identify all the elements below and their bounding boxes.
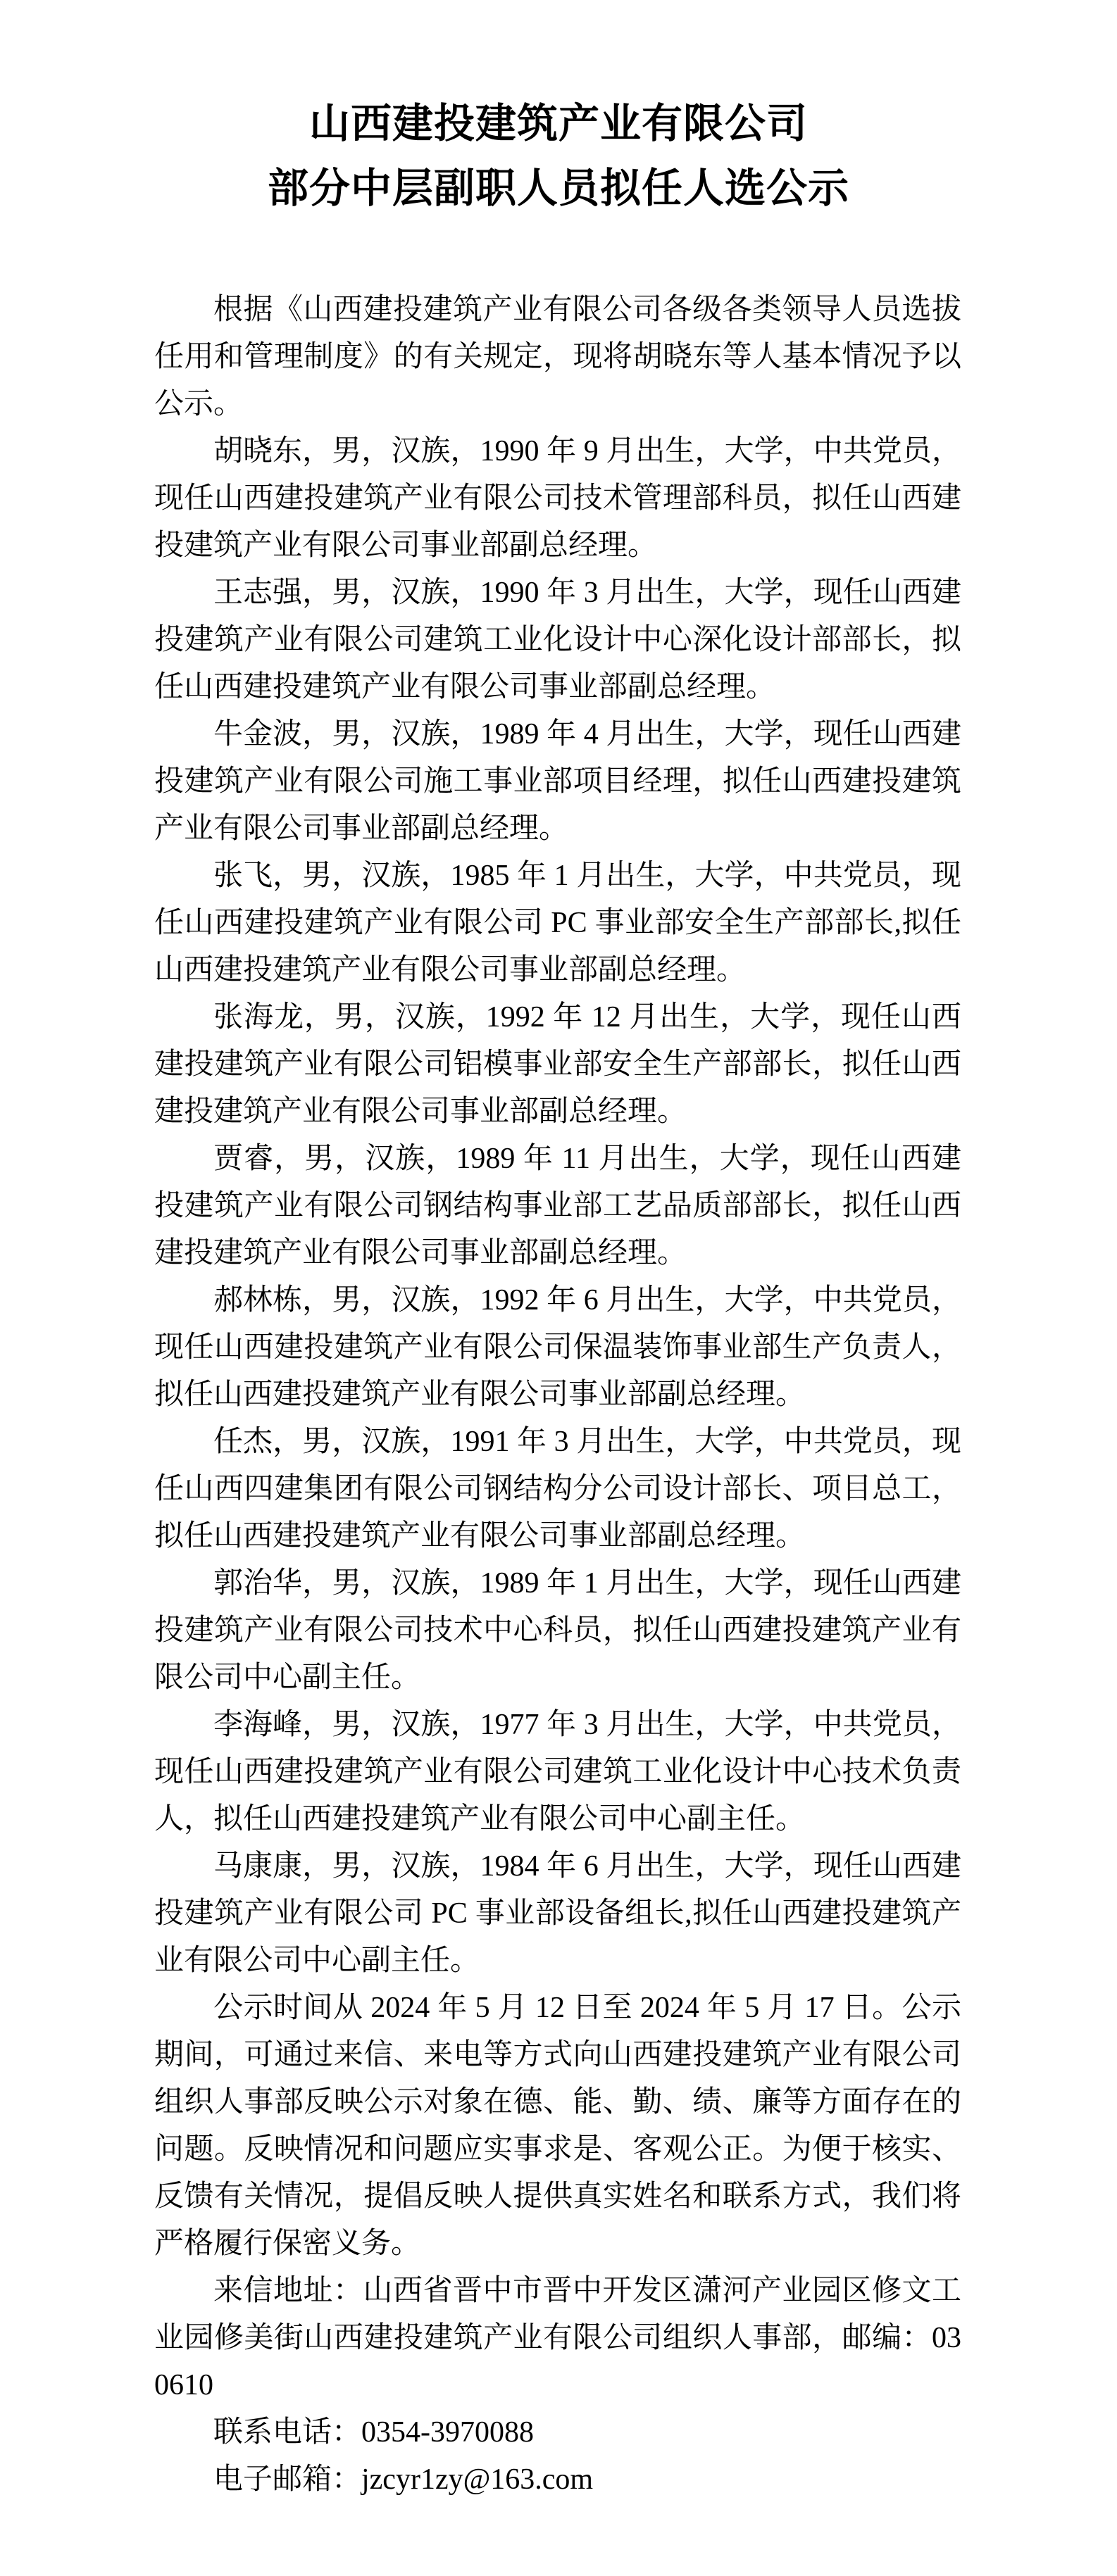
paragraph: 王志强，男，汉族，1990 年 3 月出生，大学，现任山西建投建筑产业有限公司建筑工业化设计中心深化设计部部长，拟任山西建投建筑产业有限公司事业部副总经理。	[154, 577, 961, 703]
paragraph: 电子邮箱：jzcyr1zy@163.com	[213, 2463, 594, 2496]
page-title	[0, 92, 1117, 221]
paragraph: 任杰，男，汉族，1991 年 3 月出生，大学，中共党员，现任山西四建集团有限公司钢结构分公司设计部长、项目总工，拟任山西建投建筑产业有限公司事业部副总经理。	[154, 1426, 961, 1552]
title-line-1: 山西建投建筑产业有限公司	[308, 101, 808, 146]
paragraph: 牛金波，男，汉族，1989 年 4 月出生，大学，现任山西建投建筑产业有限公司施工事业部项目经理，拟任山西建投建筑产业有限公司事业部副总经理。	[154, 718, 961, 845]
document-body	[154, 287, 961, 2503]
paragraph: 马康康，男，汉族，1984 年 6 月出生，大学，现任山西建投建筑产业有限公司 PC 事业部设备组长,拟任山西建投建筑产业有限公司中心副主任。	[154, 1850, 961, 1977]
paragraph: 张飞，男，汉族，1985 年 1 月出生，大学，中共党员，现任山西建投建筑产业有限公司 PC 事业部安全生产部部长,拟任山西建投建筑产业有限公司事业部副总经理。	[154, 860, 961, 986]
paragraph: 公示时间从 2024 年 5 月 12 日至 2024 年 5 月 17 日。公示期间，可通过来信、来电等方式向山西建投建筑产业有限公司组织人事部反映公示对象在德、能、勤、绩、廉等方面存在的问题。反映情况和问题应实事求是、客观公正。为便于核实、反馈有关情况，提倡反映人提供真实姓名和联系方式，我们将严格履行保密义务。	[154, 1992, 961, 2260]
paragraph: 根据《山西建投建筑产业有限公司各级各类领导人员选拔任用和管理制度》的有关规定，现将胡晓东等人基本情况予以公示。	[154, 294, 961, 420]
paragraph: 联系电话：0354-3970088	[213, 2416, 534, 2449]
title-line-2: 部分中层副职人员拟任人选公示	[267, 165, 849, 211]
paragraph: 来信地址：山西省晋中市晋中开发区潇河产业园区修文工业园修美街山西建投建筑产业有限公司组织人事部，邮编：030610	[154, 2275, 961, 2401]
paragraph: 胡晓东，男，汉族，1990 年 9 月出生，大学，中共党员，现任山西建投建筑产业有限公司技术管理部科员，拟任山西建投建筑产业有限公司事业部副总经理。	[154, 435, 961, 562]
paragraph: 郭治华，男，汉族，1989 年 1 月出生，大学，现任山西建投建筑产业有限公司技术中心科员，拟任山西建投建筑产业有限公司中心副主任。	[154, 1567, 961, 1694]
paragraph: 张海龙，男，汉族，1992 年 12 月出生，大学，现任山西建投建筑产业有限公司铝模事业部安全生产部部长，拟任山西建投建筑产业有限公司事业部副总经理。	[154, 1001, 961, 1128]
paragraph: 李海峰，男，汉族，1977 年 3 月出生，大学，中共党员，现任山西建投建筑产业有限公司建筑工业化设计中心技术负责人，拟任山西建投建筑产业有限公司中心副主任。	[154, 1709, 961, 1835]
paragraph: 贾睿，男，汉族，1989 年 11 月出生，大学，现任山西建投建筑产业有限公司钢结构事业部工艺品质部部长，拟任山西建投建筑产业有限公司事业部副总经理。	[154, 1143, 961, 1269]
paragraph: 郝林栋，男，汉族，1992 年 6 月出生，大学，中共党员，现任山西建投建筑产业有限公司保温装饰事业部生产负责人，拟任山西建投建筑产业有限公司事业部副总经理。	[154, 1284, 961, 1411]
